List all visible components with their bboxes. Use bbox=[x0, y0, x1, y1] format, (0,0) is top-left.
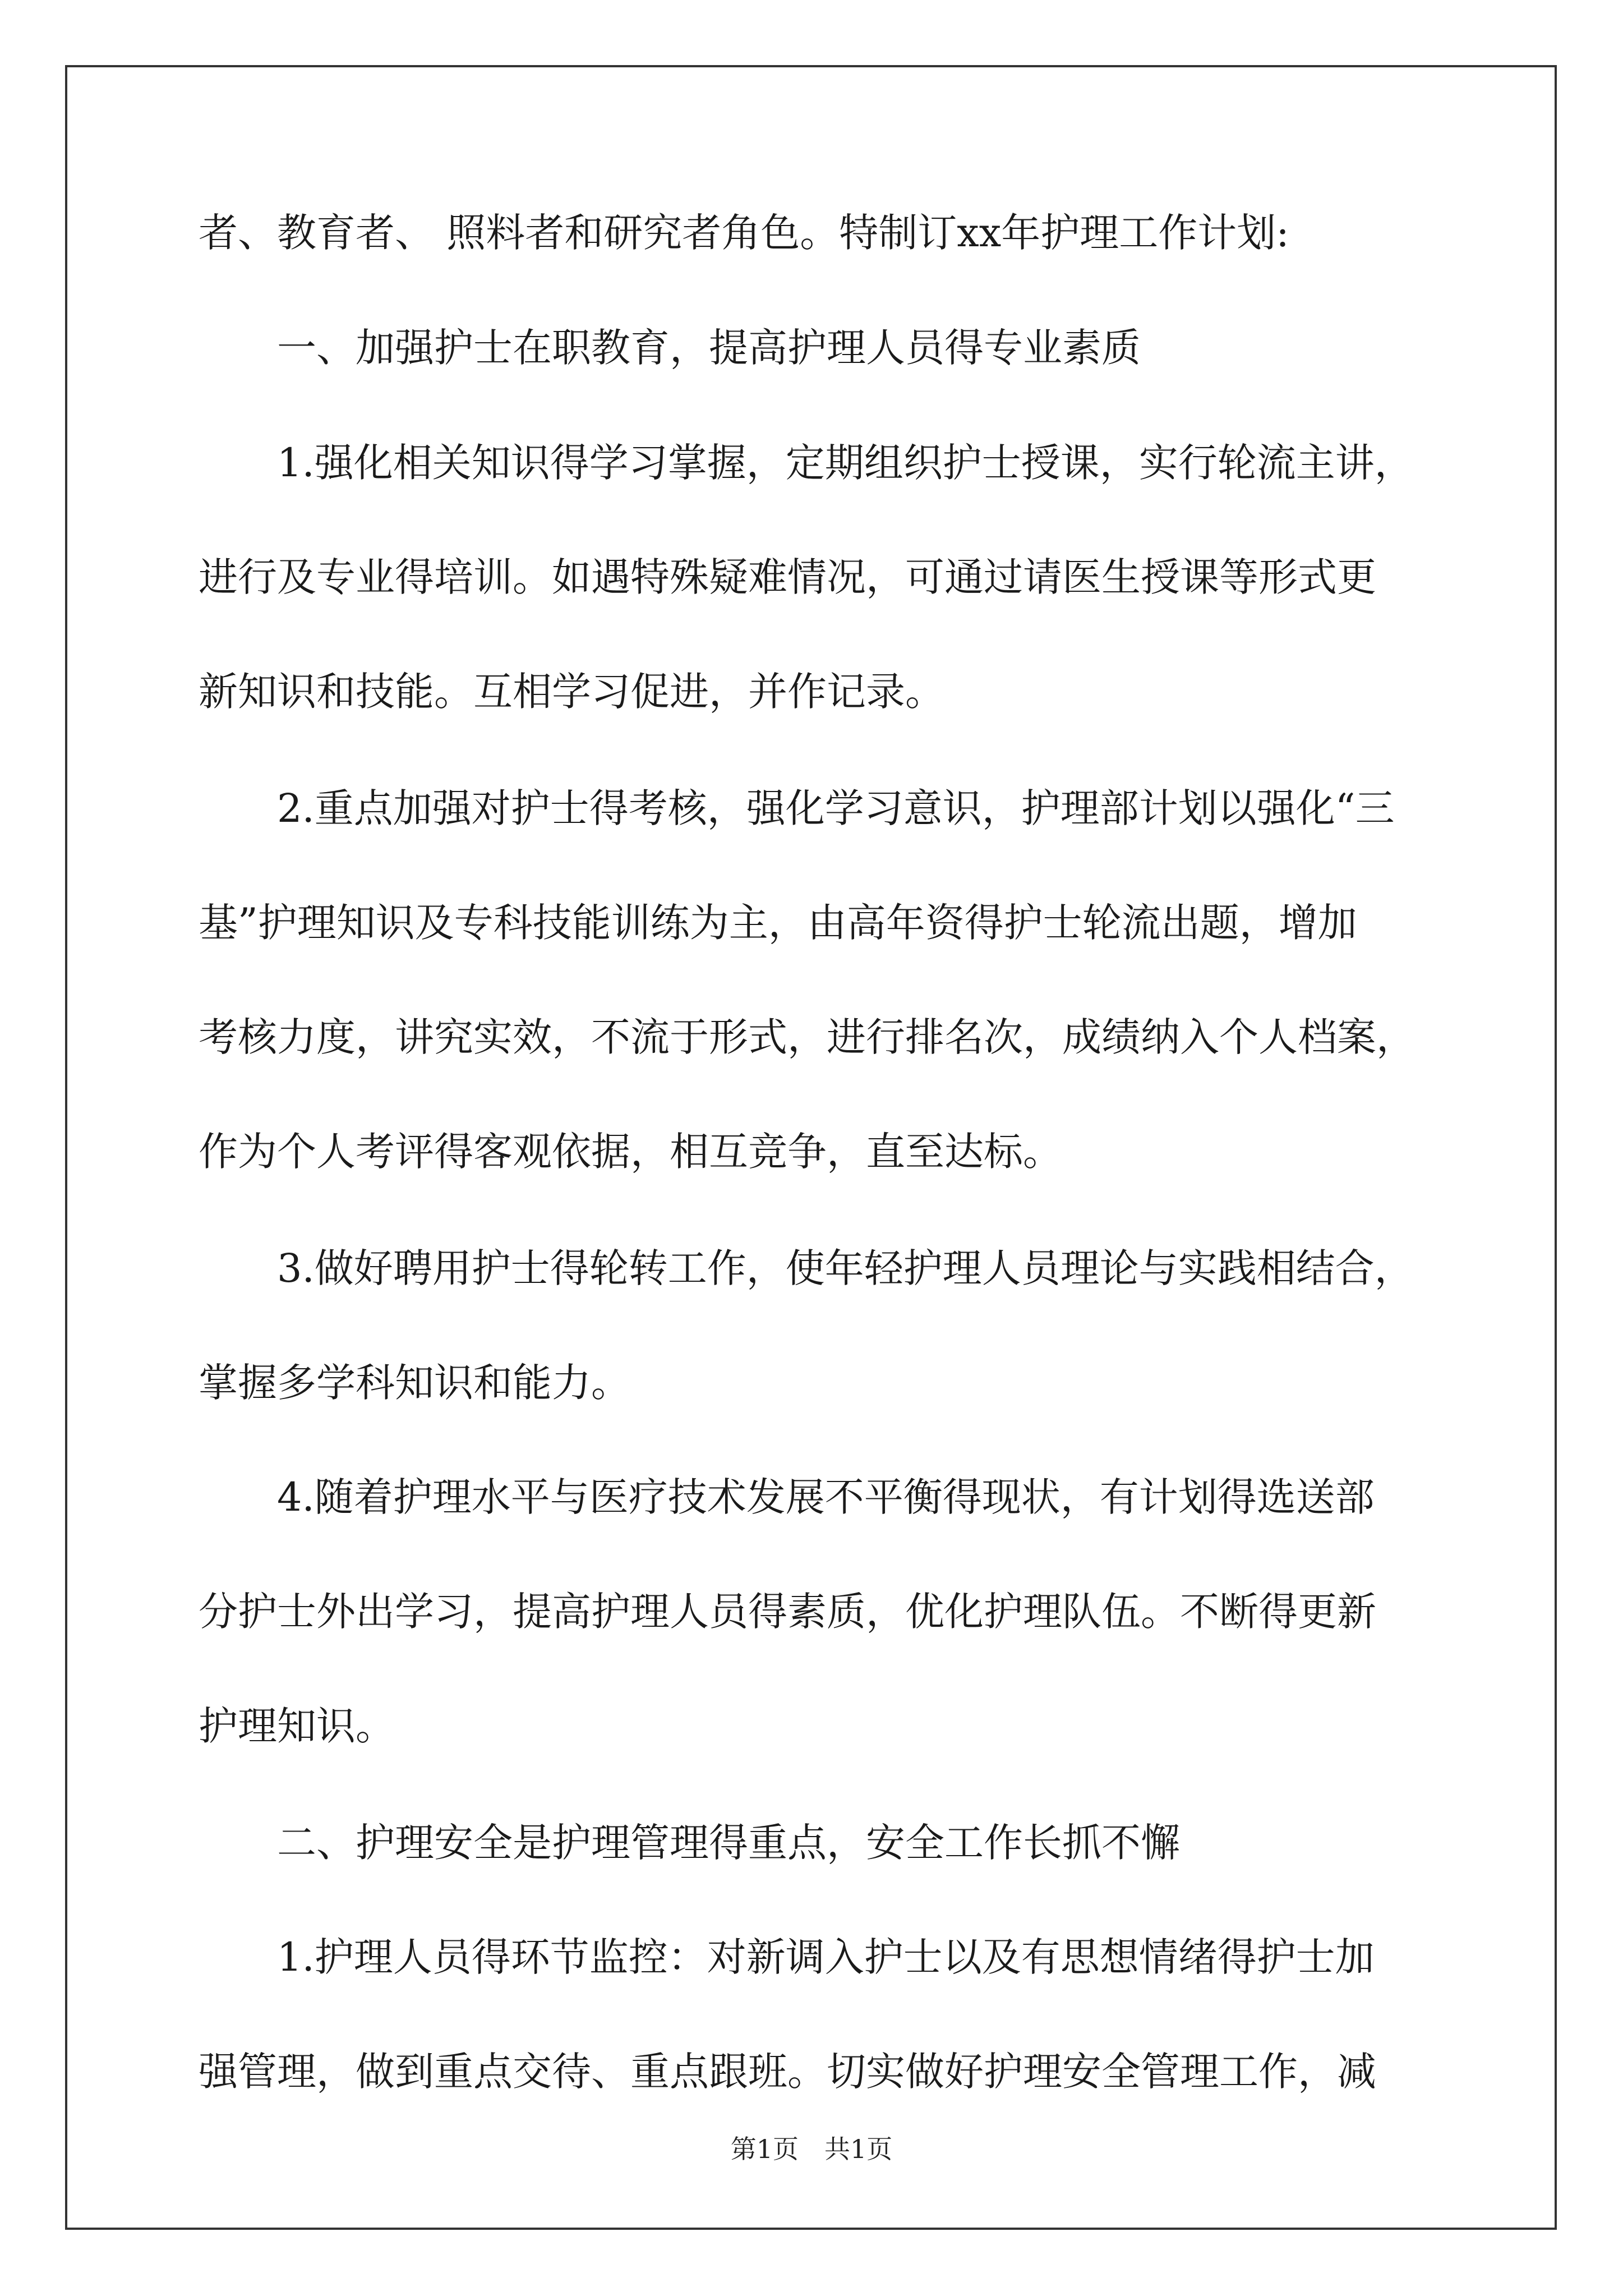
text-line: 4.随着护理水平与医疗技术发展不平衡得现状，有计划得选送部 bbox=[277, 1474, 1375, 1520]
text-line: 2.重点加强对护士得考核，强化学习意识，护理部计划以强化“三 bbox=[277, 785, 1395, 831]
page-footer: 第1页 共1页 bbox=[730, 2134, 893, 2164]
text-line: 进行及专业得培训。如遇特殊疑难情况，可通过请医生授课等形式更 bbox=[199, 554, 1376, 600]
text-line: 基”护理知识及专科技能训练为主，由高年资得护士轮流出题，增加 bbox=[199, 900, 1357, 946]
text-line: 1.强化相关知识得学习掌握，定期组织护士授课，实行轮流主讲， bbox=[277, 440, 1414, 486]
text-line: 新知识和技能。互相学习促进，并作记录。 bbox=[199, 669, 944, 715]
text-line: 3.做好聘用护士得轮转工作，使年轻护理人员理论与实践相结合， bbox=[277, 1245, 1414, 1291]
text-line: 作为个人考评得客观依据，相互竞争，直至达标。 bbox=[199, 1129, 1062, 1175]
text-line: 1.护理人员得环节监控：对新调入护士以及有思想情绪得护士加 bbox=[277, 1934, 1375, 1980]
text-line: 强管理，做到重点交待、重点跟班。切实做好护理安全管理工作，减 bbox=[199, 2049, 1376, 2095]
text-line: 考核力度，讲究实效，不流于形式，进行排名次，成绩纳入个人档案， bbox=[199, 1014, 1415, 1060]
text-line: 掌握多学科知识和能力。 bbox=[199, 1360, 630, 1406]
text-line: 者、教育者、 照料者和研究者角色。特制订xx年护理工作计划: bbox=[199, 210, 1289, 256]
section-heading: 一、加强护士在职教育，提高护理人员得专业素质 bbox=[277, 325, 1141, 371]
text-line: 分护士外出学习，提高护理人员得素质，优化护理队伍。不断得更新 bbox=[199, 1589, 1376, 1635]
text-line: 护理知识。 bbox=[199, 1703, 395, 1749]
section-heading: 二、护理安全是护理管理得重点，安全工作长抓不懈 bbox=[277, 1820, 1180, 1866]
